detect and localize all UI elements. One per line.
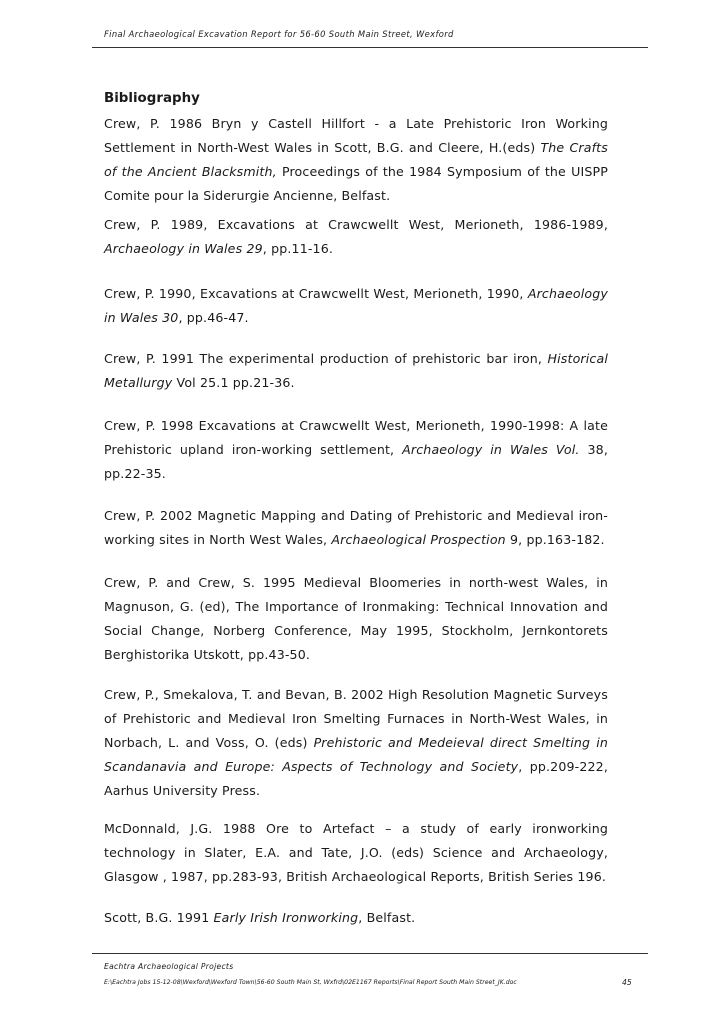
reference-entry [104, 112, 608, 208]
section-heading: Bibliography [104, 91, 200, 106]
reference-text: McDonnald, J.G. 1988 Ore to Artefact – a study of early ironworking technology in Slater, E.A. and Tate, J.O. (eds) Science and Archaeology, Glasgow , 1987, pp.283-93, British Archaeological Reports, British Series 196. [104, 821, 608, 884]
reference-entry [104, 504, 608, 552]
footer-company: Eachtra Archaeological Projects [104, 962, 234, 971]
reference-text: , pp.46-47. [178, 310, 249, 325]
page-number: 45 [622, 978, 632, 987]
reference-text: 9, pp.163-182. [505, 532, 605, 547]
reference-text: Crew, P. 1986 Bryn y Castell Hillfort - a Late Prehistoric Iron Working Settlement in North-West Wales in Scott, B.G. and Cleere, H.(eds) [104, 116, 608, 155]
reference-text: Crew, P. 1991 The experimental production of prehistoric bar iron, [104, 351, 548, 366]
reference-text: Scott, B.G. 1991 [104, 910, 214, 925]
reference-entry [104, 817, 608, 889]
reference-text: Crew, P. 1998 Excavations at Crawcwellt West, Merioneth, 1990-1998: A late Prehistoric upland iron-working settlement, [104, 418, 608, 457]
running-header: Final Archaeological Excavation Report for 56-60 South Main Street, Wexford [104, 29, 454, 39]
reference-text: Crew, P. 2002 Magnetic Mapping and Dating of Prehistoric and Medieval iron-working sites in North West Wales, [104, 508, 608, 547]
reference-entry [104, 683, 608, 803]
footer-file-path: E:\Eachtra Jobs 15-12-08\Wexford\Wexford Town\56-60 South Main St, Wxfrd\02E1167 Reports\Final Report South Main Street_JK.doc [104, 979, 517, 986]
reference-title: Prehistoric and Medeieval direct Smelting in Scandanavia and Europe: Aspects of Technology and Society [104, 735, 609, 774]
reference-text: , pp.11-16. [262, 241, 334, 256]
reference-text: Proceedings of the 1984 Symposium of the UISPP Comite pour la Siderurgie Ancienne, Belfast. [104, 164, 608, 203]
reference-title: Historical Metallurgy [104, 351, 608, 390]
reference-title: Archaeology in Wales Vol. [402, 442, 580, 457]
reference-text: , Belfast. [358, 910, 416, 925]
reference-title: Early Irish Ironworking [213, 910, 359, 925]
reference-title: Archaeology in Wales 29 [104, 241, 263, 256]
reference-entry [104, 213, 608, 261]
reference-entry [104, 571, 608, 667]
reference-text: Crew, P. 1989, Excavations at Crawcwellt West, Merioneth, 1986-1989, [104, 217, 608, 232]
reference-text: Vol 25.1 pp.21-36. [172, 375, 295, 390]
reference-entry [104, 347, 608, 395]
reference-entry [104, 282, 608, 330]
reference-title: The Crafts of the Ancient Blacksmith, [104, 140, 608, 179]
reference-text: 38, pp.22-35. [104, 442, 608, 481]
reference-title: Archaeology in Wales 30 [104, 286, 608, 325]
reference-entry [104, 906, 608, 930]
reference-text: , pp.209-222, Aarhus University Press. [104, 759, 608, 798]
reference-entry [104, 414, 608, 486]
reference-text: Crew, P., Smekalova, T. and Bevan, B. 2002 High Resolution Magnetic Surveys of Prehistoric and Medieval Iron Smelting Furnaces in North-West Wales, in Norbach, L. and Voss, O. (eds) [104, 687, 608, 750]
reference-text: Crew, P. and Crew, S. 1995 Medieval Bloomeries in north-west Wales, in Magnuson, G. (ed), The Importance of Ironmaking: Technical Innovation and Social Change, Norberg Conference, May 1995, Stockholm, Jernkontorets Berghistorika Utskott, pp.43-50. [104, 575, 608, 662]
reference-text: Crew, P. 1990, Excavations at Crawcwellt West, Merioneth, 1990, [104, 286, 528, 301]
reference-title: Archaeological Prospection [331, 532, 506, 547]
header-divider [92, 47, 648, 48]
footer-divider [92, 953, 648, 954]
